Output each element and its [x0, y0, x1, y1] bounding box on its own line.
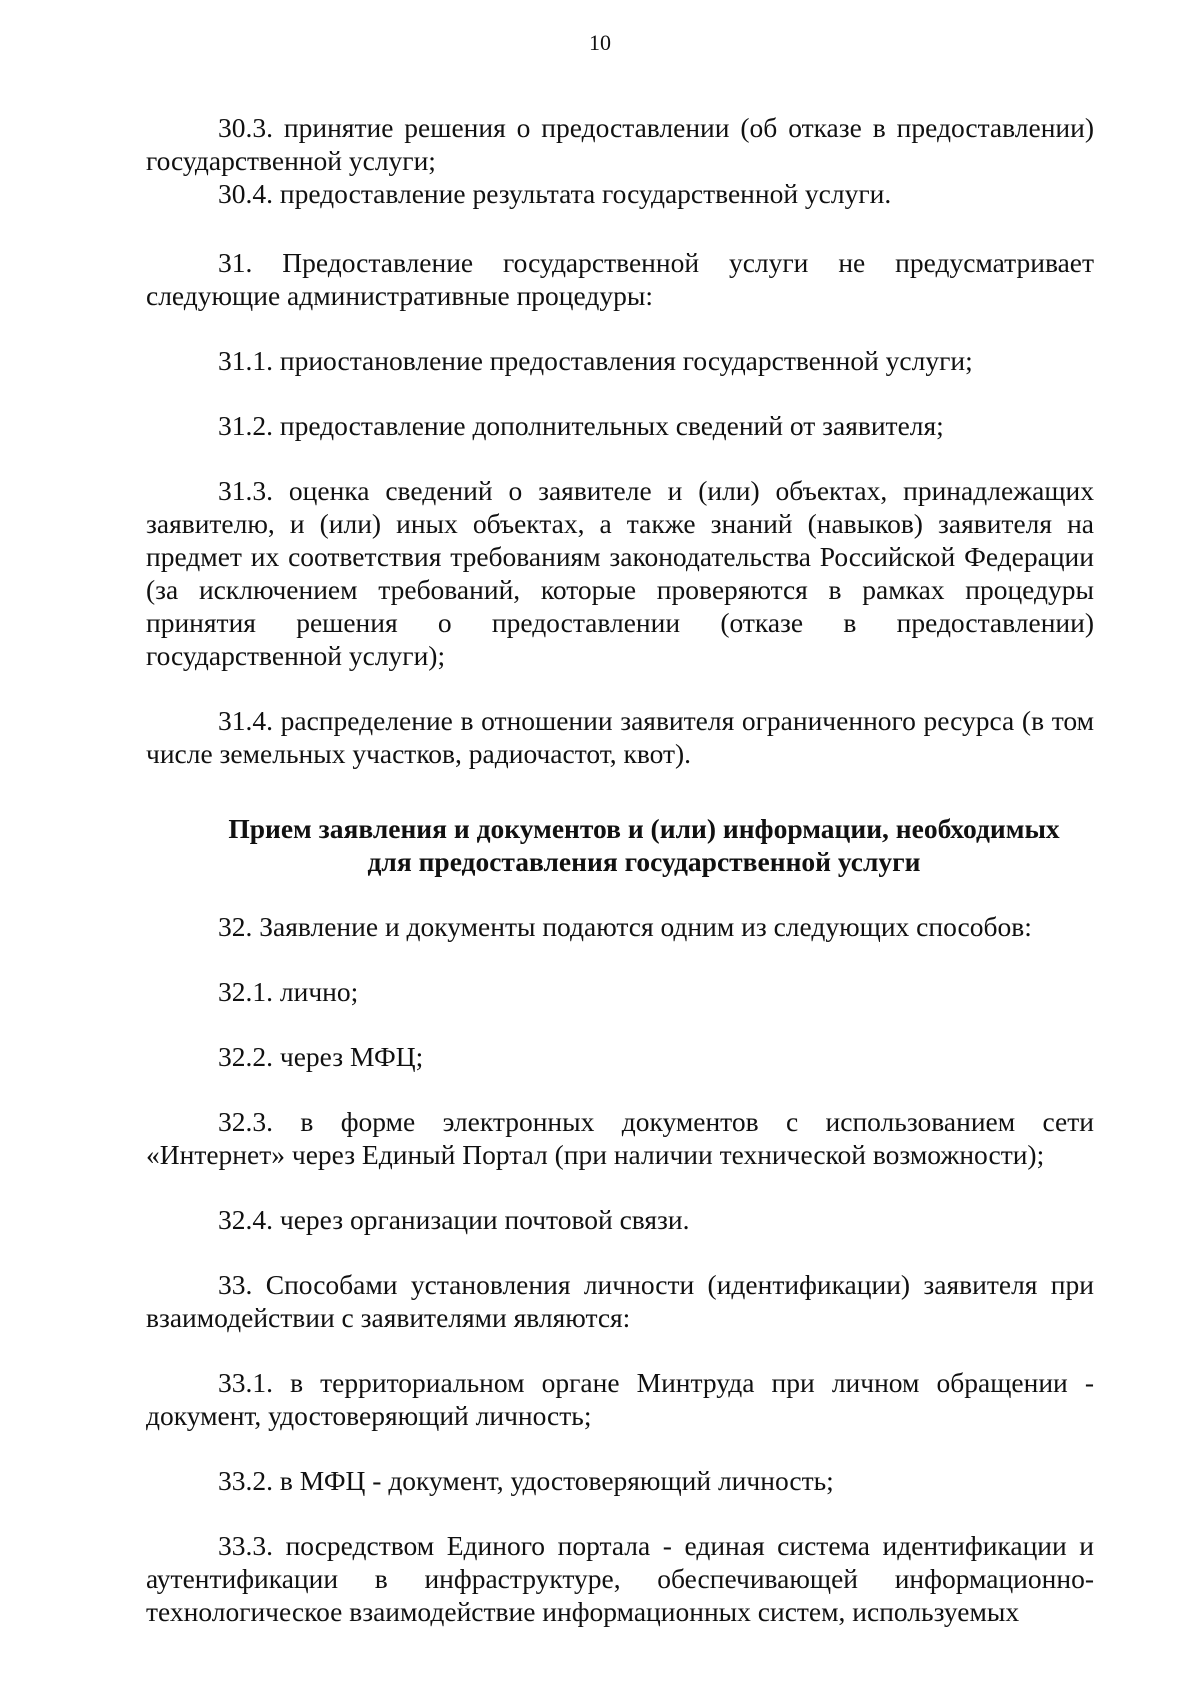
- section-heading-line-1: Прием заявления и документов и (или) информации, необходимых: [228, 813, 1060, 844]
- paragraph-32-4: 32.4. через организации почтовой связи.: [218, 1204, 690, 1235]
- paragraph-33-3: 33.3. посредством Единого портала - единая система идентификации и аутентификации в инфраструктуре, обеспечивающей информационно-технологическое взаимодействие информационных систем, используемых: [146, 1530, 1094, 1627]
- paragraph-32-3: 32.3. в форме электронных документов с использованием сети «Интернет» через Единый Портал (при наличии технической возможности);: [146, 1106, 1094, 1170]
- paragraph-32-1: 32.1. лично;: [218, 976, 359, 1007]
- paragraph-31-4: 31.4. распределение в отношении заявителя ограниченного ресурса (в том числе земельных участков, радиочастот, квот).: [146, 705, 1094, 769]
- paragraph-33-2: 33.2. в МФЦ - документ, удостоверяющий личность;: [218, 1465, 834, 1496]
- paragraph-33-1: 33.1. в территориальном органе Минтруда при личном обращении - документ, удостоверяющий личность;: [146, 1367, 1094, 1431]
- page-number: 10: [589, 30, 611, 55]
- paragraph-31-2: 31.2. предоставление дополнительных сведений от заявителя;: [218, 410, 944, 441]
- paragraph-30-4: 30.4. предоставление результата государственной услуги.: [218, 178, 892, 209]
- paragraph-32-2: 32.2. через МФЦ;: [218, 1041, 424, 1072]
- paragraph-30-3: 30.3. принятие решения о предоставлении (об отказе в предоставлении) государственной услуги;: [146, 112, 1094, 176]
- paragraph-31-1: 31.1. приостановление предоставления государственной услуги;: [218, 345, 973, 376]
- document-body: [146, 111, 1094, 1628]
- paragraph-32: 32. Заявление и документы подаются одним из следующих способов:: [218, 911, 1032, 942]
- section-heading-line-2: для предоставления государственной услуги: [367, 846, 921, 877]
- paragraph-31-3: 31.3. оценка сведений о заявителе и (или) объектах, принадлежащих заявителю, и (или) иных объектах, а также знаний (навыков) заявителя на предмет их соответствия требованиям законодательства Российской Федерации (за исключением требований, которые проверяются в рамках процедуры принятия решения о предоставлении (отказе в предоставлении) государственной услуги);: [146, 475, 1094, 671]
- paragraph-33: 33. Способами установления личности (идентификации) заявителя при взаимодействии с заявителями являются:: [146, 1269, 1094, 1333]
- paragraph-31: 31. Предоставление государственной услуги не предусматривает следующие административные процедуры:: [146, 247, 1094, 311]
- section-heading: [146, 812, 1094, 878]
